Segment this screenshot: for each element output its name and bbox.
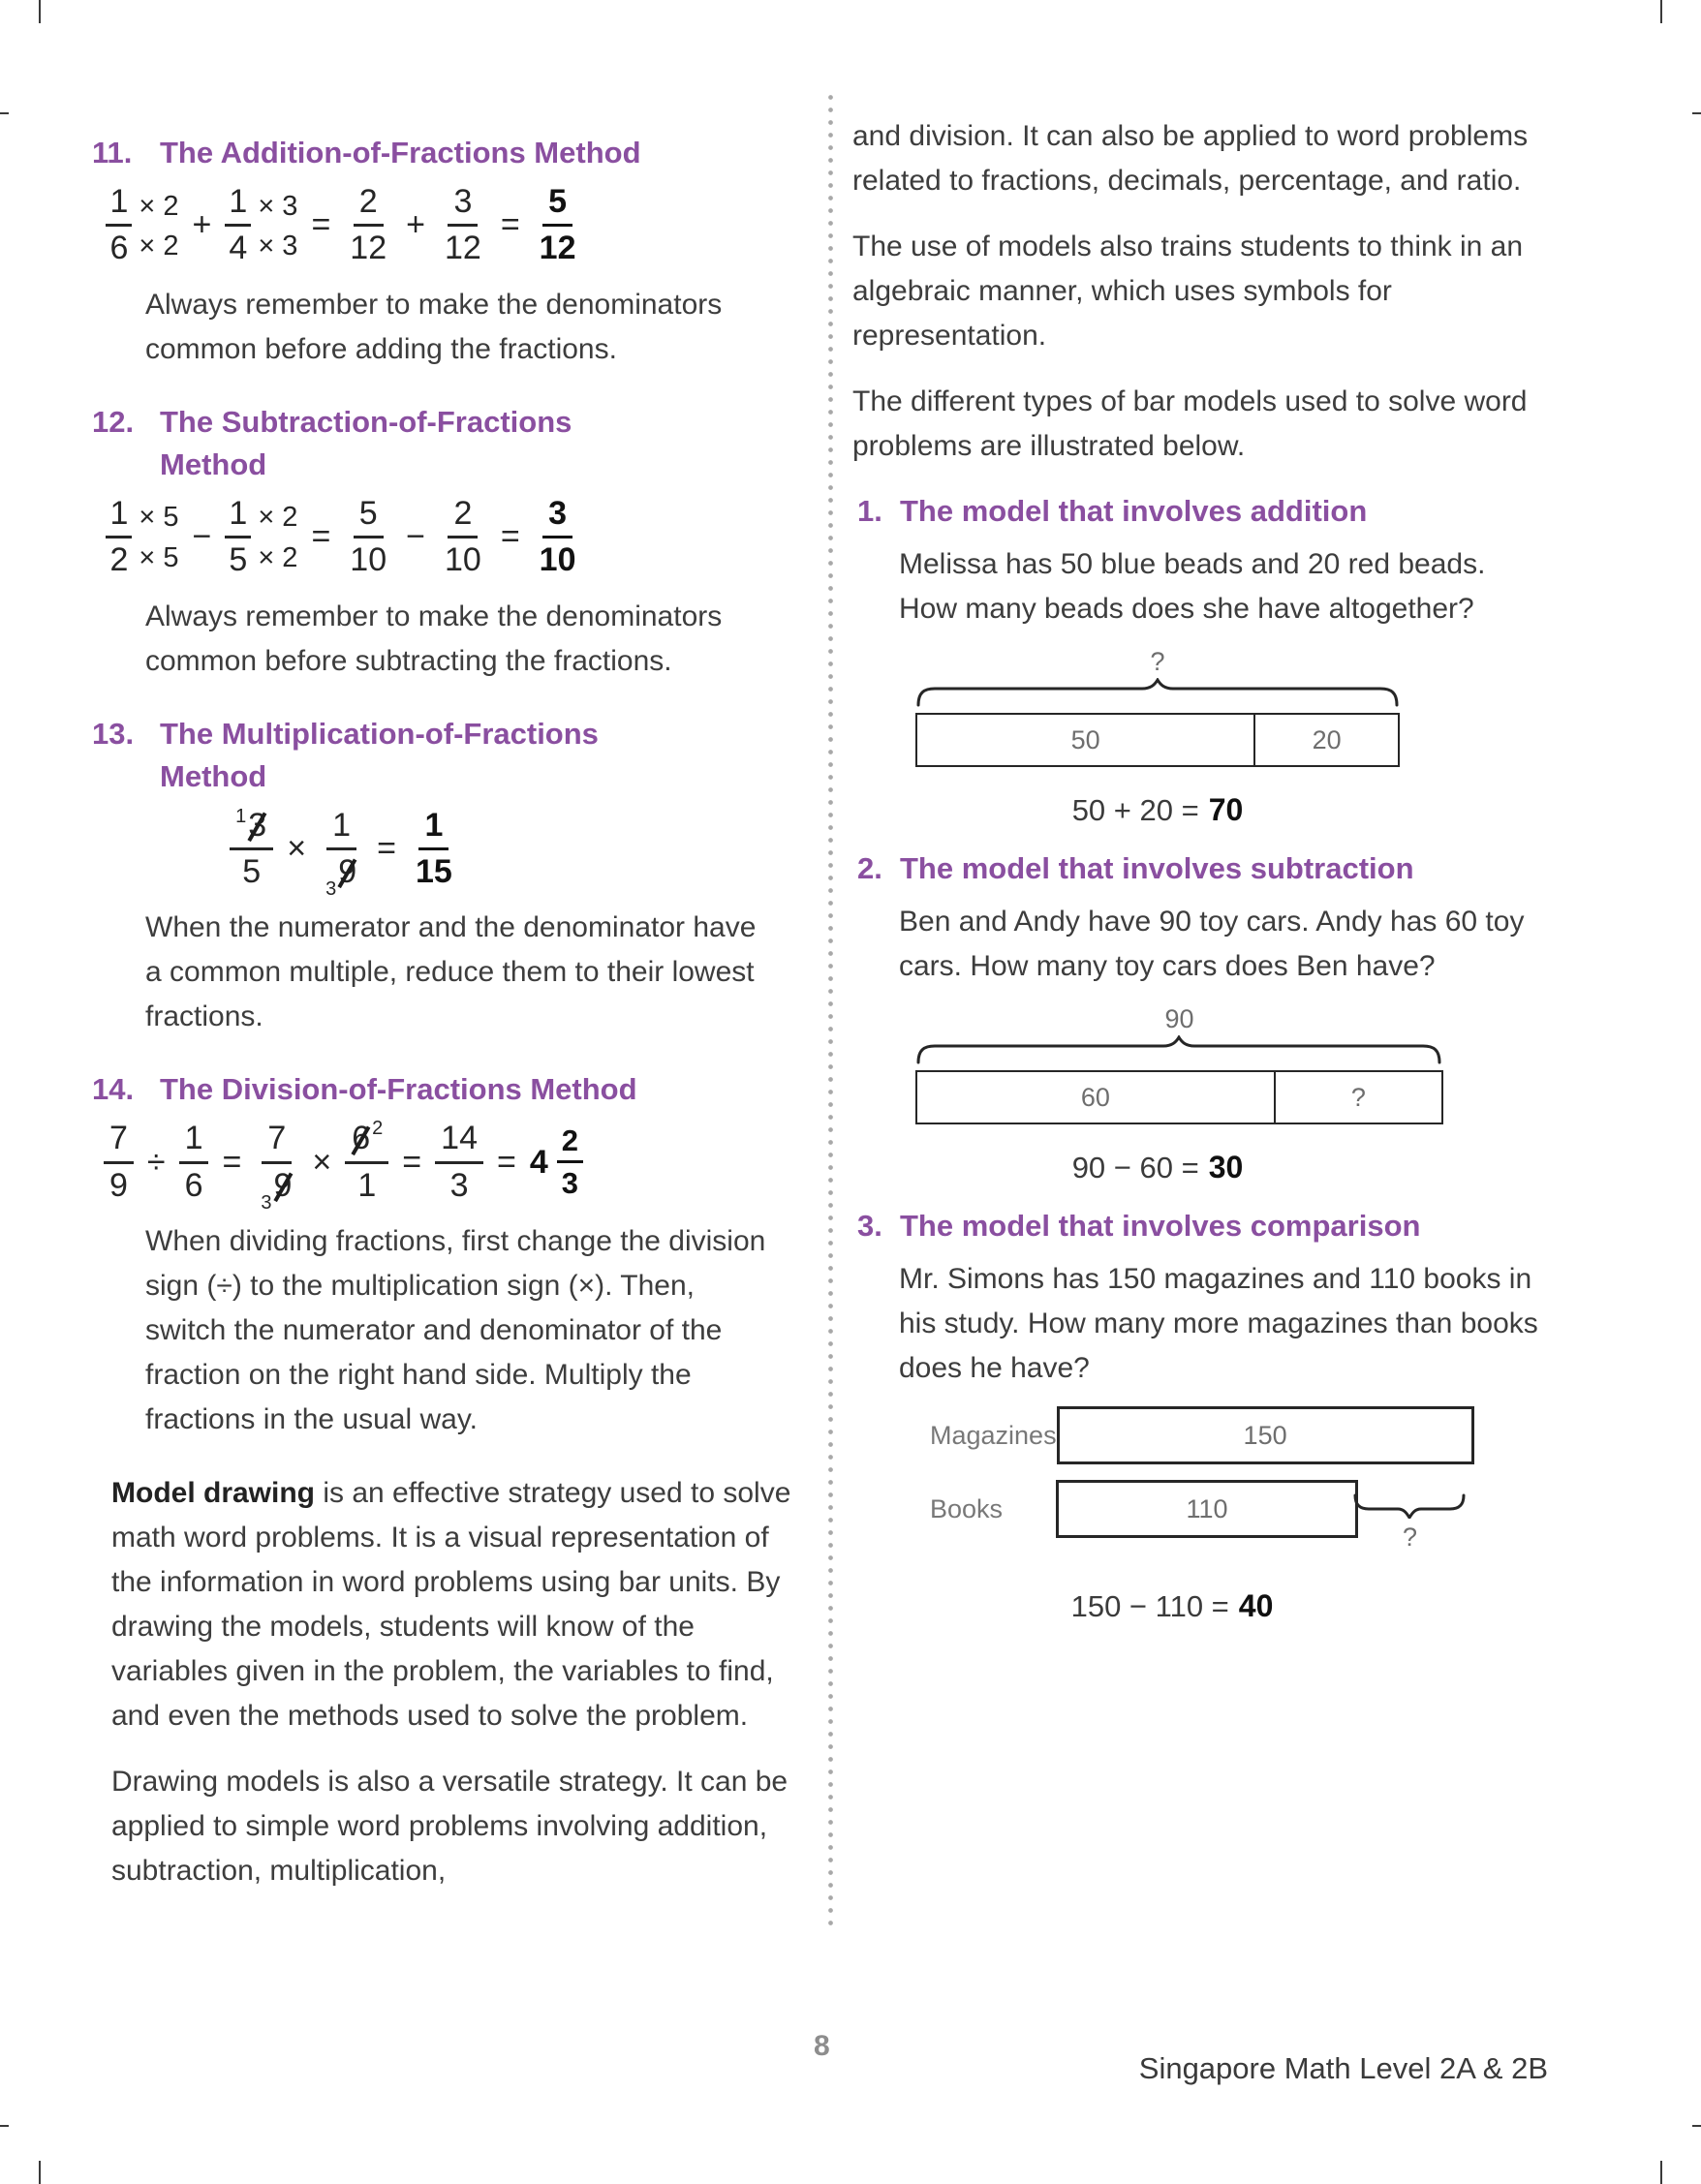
section-addition-of-fractions (92, 132, 801, 372)
model-addition (852, 490, 1577, 828)
denominator: 5 (242, 852, 262, 890)
section-heading (92, 713, 801, 798)
versatile-paragraph: Drawing models is also a versatile strategy. It can be applied to simple word problems involving addition, subtraction, multiplication, (111, 1766, 789, 1888)
crop-mark (1692, 2125, 1701, 2127)
numerator: 5 (354, 496, 384, 538)
bar-zone (1056, 1480, 1468, 1552)
section-heading (92, 401, 801, 486)
denominator: 12 (350, 230, 387, 267)
model-title: The model that involves addition (900, 494, 1368, 528)
equation-answer: 40 (1238, 1588, 1274, 1623)
numerator: 1 (106, 496, 132, 538)
denominator-multiplier: × 3 (258, 231, 298, 262)
section-title: The Subtraction-of-Fractions Method (160, 404, 572, 481)
equals-operator: = (222, 1143, 242, 1181)
denominator: 3 (449, 1166, 469, 1204)
times-operator: × (287, 829, 307, 867)
bar: 110 (1056, 1480, 1358, 1538)
equation-answer: 30 (1208, 1150, 1244, 1184)
crop-mark (1660, 2161, 1662, 2184)
crop-mark (1692, 112, 1701, 114)
left-column (92, 132, 801, 1893)
denominator: 10 (539, 541, 576, 579)
total-label: 90 (1164, 1004, 1194, 1033)
equation-lhs: 150 − 110 = (1070, 1589, 1229, 1623)
model-comparison (852, 1205, 1577, 1624)
bar (915, 1070, 1443, 1124)
fraction (104, 1121, 134, 1204)
bar-zone (1057, 1406, 1469, 1464)
denominator: 9 (108, 1166, 128, 1204)
section-subtraction-of-fractions (92, 401, 801, 684)
mixed-number-answer (530, 1124, 584, 1200)
fraction (344, 496, 392, 579)
crop-mark (1660, 0, 1662, 23)
denominator: 12 (444, 230, 481, 267)
bar-model-diagram (915, 647, 1400, 767)
comparison-diagram (930, 1406, 1577, 1552)
fraction (179, 1121, 209, 1204)
numerator: 1 (106, 184, 132, 227)
section-number: 13. (92, 716, 135, 751)
canceled-digit: 9 (273, 1166, 293, 1204)
minus-operator: − (406, 517, 425, 555)
denominator: 2 (109, 541, 129, 579)
section-division-of-fractions (92, 1068, 801, 1442)
denominator: 3 (561, 1166, 579, 1201)
equation-lhs: 90 − 60 = (1071, 1151, 1199, 1184)
equals-operator: = (311, 206, 331, 244)
equals-operator: = (500, 517, 520, 555)
denominator: 15 (415, 852, 452, 890)
overbrace (915, 678, 1400, 707)
denominator: 10 (350, 541, 387, 579)
equation-answer: 70 (1208, 792, 1244, 827)
numerator: 1 (326, 808, 356, 850)
whole-number: 4 (529, 1143, 548, 1181)
model-title: The model that involves comparison (900, 1209, 1421, 1243)
numerator: 7 (262, 1121, 292, 1163)
numerator-multiplier: × 2 (258, 502, 298, 534)
numerator: 1 (418, 808, 448, 850)
reduced-value: 2 (372, 1118, 384, 1140)
denominator: 1 (357, 1166, 377, 1204)
fraction (439, 496, 487, 579)
section-note: When the numerator and the denominator have a common multiple, reduce them to their lowest fractions. (145, 911, 757, 1033)
book-title: Singapore Math Level 2A & 2B (1138, 2051, 1548, 2085)
bar-segment: 60 (1080, 1082, 1110, 1112)
denominator: 6 (109, 230, 129, 267)
section-title: The Division-of-Fractions Method (160, 1072, 637, 1107)
numerator-multiplier: × 5 (139, 502, 179, 534)
bar-model-types-paragraph: The different types of bar models used to solve word problems are illustrated below. (852, 385, 1528, 462)
crop-mark (0, 2125, 9, 2127)
denominator: 6 (184, 1166, 203, 1204)
addition-formula (102, 184, 586, 267)
denominator (320, 850, 363, 900)
numerator: 1 (225, 496, 251, 538)
numerator: 3 (448, 184, 478, 227)
section-heading (92, 132, 801, 174)
model-drawing-lead: Model drawing (111, 1477, 315, 1510)
bar-segment: 50 (1070, 724, 1100, 754)
answer-fraction (534, 496, 582, 579)
subtraction-formula (102, 496, 586, 579)
model-heading (857, 1205, 1577, 1247)
word-problem: Mr. Simons has 150 magazines and 110 books in his study. How many more magazines than books does he have? (899, 1263, 1538, 1384)
model-heading (857, 490, 1577, 533)
fraction (106, 496, 178, 579)
fraction (230, 805, 273, 891)
fraction (320, 806, 363, 900)
model-drawing-paragraph (111, 1471, 795, 1738)
multiplication-formula (102, 805, 586, 900)
numerator: 1 (225, 184, 251, 227)
bar-model-diagram (915, 1004, 1443, 1124)
section-multiplication-of-fractions (92, 713, 801, 1040)
underbrace (1352, 1493, 1467, 1519)
fraction (439, 184, 487, 267)
numerator: 2 (557, 1124, 583, 1163)
denominator: 5 (229, 541, 248, 579)
numerator: 5 (542, 184, 572, 227)
model-number: 3. (857, 1209, 882, 1243)
reduced-value: 3 (261, 1191, 272, 1214)
numerator: 3 (542, 496, 572, 538)
section-number: 12. (92, 404, 135, 439)
plus-operator: + (406, 206, 425, 244)
denominator: 10 (444, 541, 481, 579)
difference-label: ? (1402, 1523, 1418, 1552)
canceled-digit: 9 (338, 852, 357, 890)
numerator-multiplier: × 3 (258, 190, 298, 222)
section-note: Always remember to make the denominators common before adding the fractions. (145, 288, 723, 365)
canceled-digit: 3 (248, 806, 267, 844)
denominator (255, 1164, 298, 1214)
denominator: 4 (229, 230, 248, 267)
numerator: 2 (448, 496, 478, 538)
denominator-multiplier: × 5 (139, 542, 179, 574)
numerator (345, 1118, 388, 1163)
word-problem: Melissa has 50 blue beads and 20 red beads. How many beads does she have altogether? (899, 548, 1486, 625)
comparison-row (930, 1406, 1577, 1464)
fraction (225, 184, 297, 267)
section-title: The Addition-of-Fractions Method (160, 136, 641, 169)
numerator: 14 (435, 1121, 483, 1163)
fraction (106, 184, 178, 267)
model-subtraction (852, 847, 1577, 1185)
answer-fraction (410, 808, 458, 891)
comparison-row (930, 1480, 1577, 1552)
equals-operator: = (402, 1143, 422, 1181)
crop-mark (39, 2161, 41, 2184)
section-number: 14. (92, 1072, 135, 1107)
crop-mark (0, 112, 9, 114)
continued-paragraph: and division. It can also be applied to word problems related to fractions, decimals, percentage, and ratio. (852, 120, 1529, 197)
numerator: 7 (104, 1121, 134, 1163)
model-heading (857, 847, 1577, 890)
models-train-paragraph: The use of models also trains students to think in an algebraic manner, which uses symbols for representation. (852, 231, 1524, 352)
times-operator: × (312, 1143, 332, 1181)
right-column (852, 114, 1577, 1644)
numerator (230, 805, 273, 850)
equals-operator: = (311, 517, 331, 555)
numerator-multiplier: × 2 (139, 190, 179, 222)
word-problem: Ben and Andy have 90 toy cars. Andy has 60 toy cars. How many toy cars does Ben have? (899, 906, 1525, 982)
denominator-multiplier: × 2 (139, 231, 179, 262)
canceled-digit: 6 (352, 1120, 371, 1157)
model-number: 1. (857, 494, 882, 528)
bar-segment: ? (1274, 1072, 1441, 1123)
fraction (345, 1118, 388, 1204)
section-number: 11. (92, 136, 133, 169)
fraction (344, 184, 392, 267)
denominator-multiplier: × 2 (258, 542, 298, 574)
denominator: 12 (539, 230, 576, 267)
equals-operator: = (377, 829, 396, 867)
model-title: The model that involves subtraction (900, 851, 1414, 885)
numerator: 1 (179, 1121, 209, 1163)
row-label: Books (930, 1493, 1004, 1523)
fraction (435, 1121, 483, 1204)
model-number: 2. (857, 851, 882, 885)
bar: 150 (1057, 1406, 1474, 1464)
division-formula (102, 1118, 586, 1214)
minus-operator: − (192, 517, 212, 555)
bar-segment: 20 (1253, 715, 1398, 765)
crop-mark (39, 0, 41, 23)
model-drawing-text: is an effective strategy used to solve math word problems. It is a visual representation of the information in word problems using bar units. By drawing the models, students will know of the variables given in the problem, the variables to find, and even the methods used to solve the problem. (111, 1477, 791, 1733)
fraction (255, 1120, 298, 1214)
equals-operator: = (500, 206, 520, 244)
numerator: 2 (354, 184, 384, 227)
page-number: 8 (814, 2030, 830, 2062)
column-divider (828, 95, 833, 1925)
equation (915, 792, 1400, 828)
equation (915, 1150, 1400, 1185)
reduced-value: 1 (235, 805, 247, 827)
answer-fraction (534, 184, 582, 267)
reduced-value: 3 (325, 877, 337, 900)
section-note: Always remember to make the denominators common before subtracting the fractions. (145, 600, 723, 677)
equation-lhs: 50 + 20 = (1071, 793, 1199, 827)
overbrace (915, 1035, 1443, 1064)
total-label: ? (1150, 647, 1165, 676)
section-heading (92, 1068, 801, 1111)
divide-operator: ÷ (146, 1143, 166, 1181)
bar (915, 713, 1400, 767)
section-note: When dividing fractions, first change the division sign (÷) to the multiplication sign (×). Then, switch the numerator and denominator of the fraction on the right hand side. Multiply the fractions in the usual way. (145, 1225, 766, 1436)
row-label: Magazines (930, 1420, 1057, 1450)
plus-operator: + (192, 206, 212, 244)
fraction (225, 496, 297, 579)
equals-operator: = (496, 1143, 516, 1181)
fraction (556, 1124, 584, 1200)
equation (930, 1588, 1414, 1624)
section-title: The Multiplication-of-Fractions Method (160, 716, 599, 793)
